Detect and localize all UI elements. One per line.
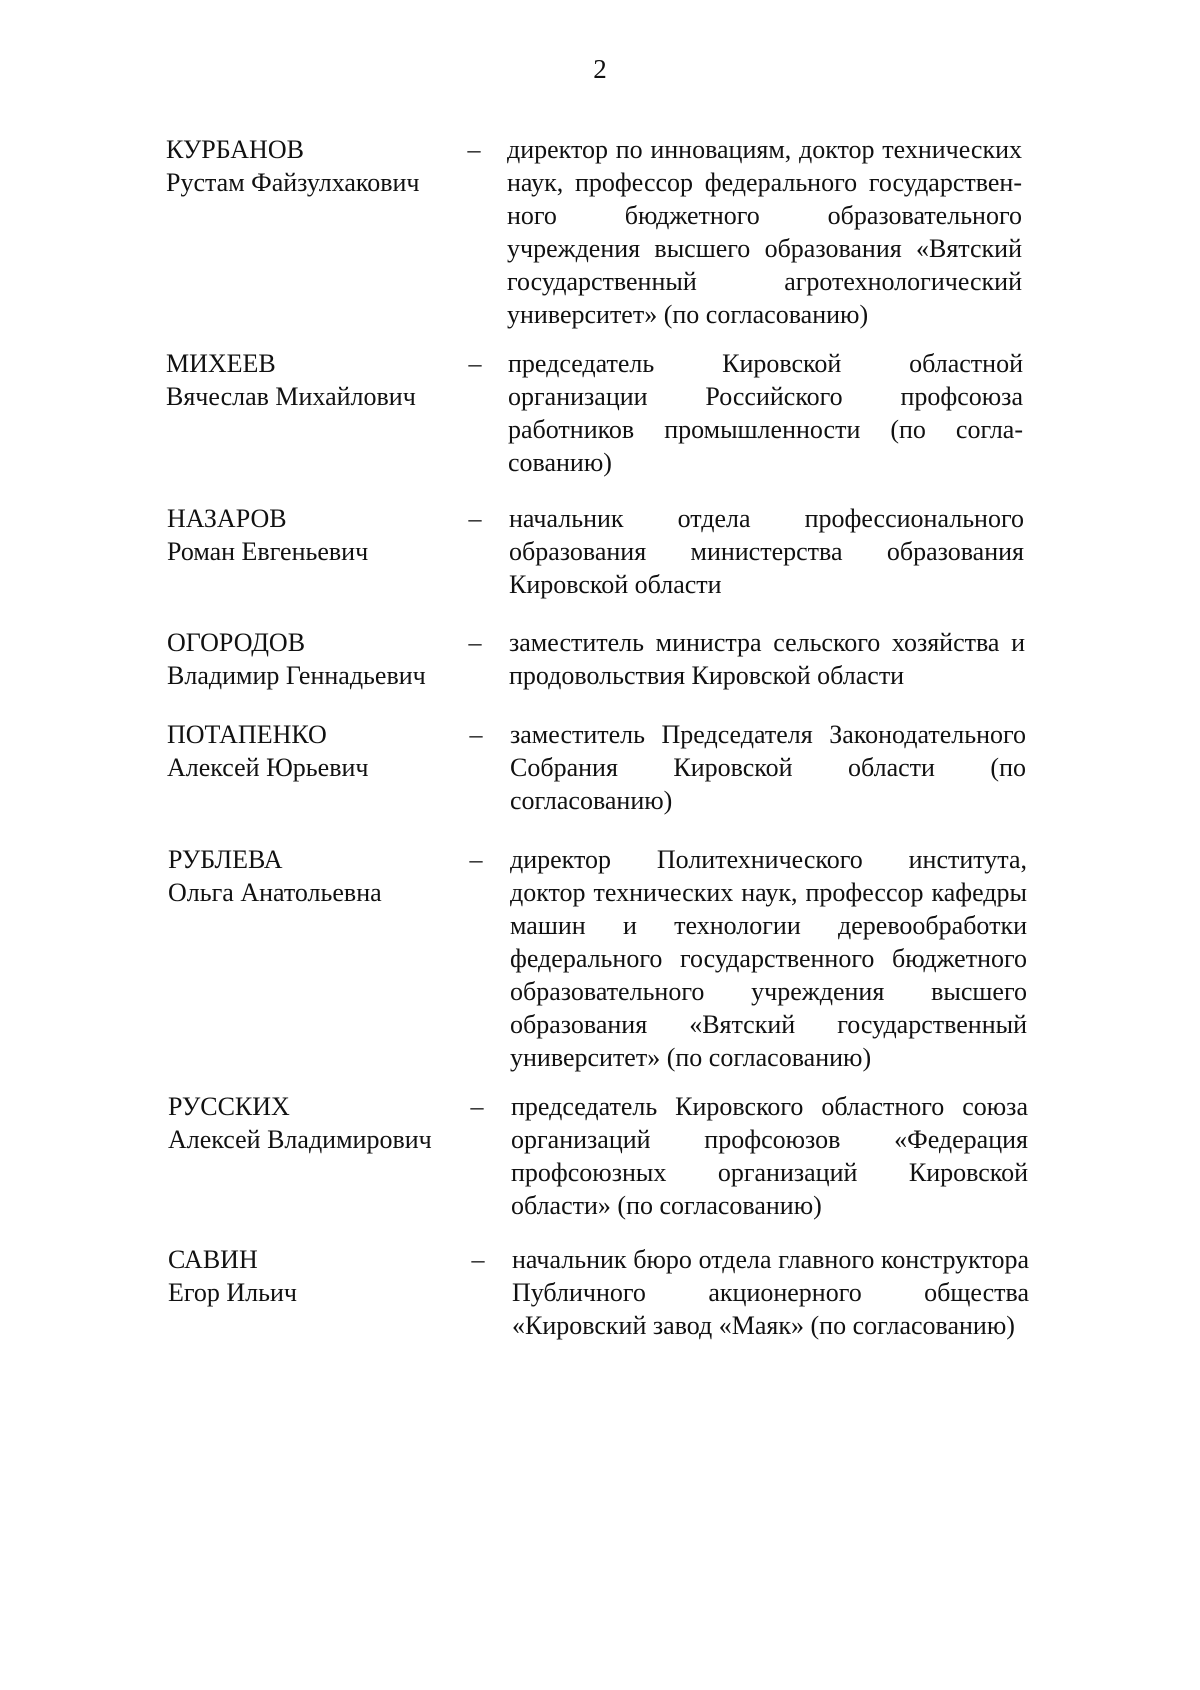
member-name — [168, 1090, 488, 1156]
member-position: председатель Кировского областного союза организаций профсоюзов «Федерация профсоюзных организаций Кировской области» (по согласованию) — [511, 1092, 1028, 1220]
member-surname: РУБЛЕВА — [168, 845, 283, 874]
dash-separator: – — [467, 135, 481, 164]
member-surname: РУССКИХ — [168, 1092, 290, 1121]
dash-separator: – — [468, 628, 482, 657]
dash-separator: – — [468, 349, 482, 378]
member-given-names: Ольга Анатольевна — [168, 878, 382, 907]
member-surname: КУРБАНОВ — [166, 135, 304, 164]
dash-separator: – — [468, 504, 482, 533]
member-name — [167, 626, 487, 692]
member-name — [168, 1243, 488, 1309]
member-name — [166, 133, 486, 199]
member-given-names: Алексей Юрьевич — [167, 753, 369, 782]
dash-separator: – — [470, 1092, 484, 1121]
member-given-names: Егор Ильич — [168, 1278, 297, 1307]
member-name — [166, 347, 486, 413]
member-given-names: Роман Евгеньевич — [167, 537, 369, 566]
member-position: председатель Кировской областной организации Российского профсоюза работников промышленности (по согласованию) — [508, 349, 1023, 477]
member-surname: НАЗАРОВ — [167, 504, 287, 533]
member-given-names: Рустам Файзулхакович — [166, 168, 420, 197]
member-position: директор Политехнического института, доктор технических наук, профессор кафедры машин и технологии деревообработки федерального государственного бюджетного образовательного учреждения высшего образования «Вятский государственный университет» (по согласованию) — [510, 845, 1027, 1072]
member-given-names: Алексей Владимирович — [168, 1125, 432, 1154]
member-surname: ОГОРОДОВ — [167, 628, 306, 657]
dash-separator: – — [471, 1245, 485, 1274]
member-surname: МИХЕЕВ — [166, 349, 276, 378]
member-position: директор по инновациям, доктор технических наук, профессор федерального государственного бюджетного образовательного учреждения высшего образования «Вятский государственный агротехнологический университет» (по согласованию) — [507, 135, 1022, 329]
member-name — [167, 502, 487, 568]
member-position: заместитель министра сельского хозяйства и продовольствия Кировской области — [509, 628, 1025, 690]
member-name — [168, 843, 488, 909]
page-number: 2 — [593, 54, 607, 84]
member-position: начальник отдела профессионального образования министерства образования Кировской области — [509, 504, 1024, 599]
member-name — [167, 718, 487, 784]
dash-separator: – — [469, 720, 483, 749]
member-position: заместитель Председателя Законодательного Собрания Кировской области (по согласованию) — [510, 720, 1026, 815]
member-surname: ПОТАПЕНКО — [167, 720, 327, 749]
dash-separator: – — [469, 845, 483, 874]
member-position: начальник бюро отдела главного конструктора Публичного акционерного общества «Кировский завод «Маяк» (по согласованию) — [512, 1245, 1029, 1340]
member-surname: САВИН — [168, 1245, 258, 1274]
member-given-names: Вячеслав Михайлович — [166, 382, 416, 411]
member-given-names: Владимир Геннадьевич — [167, 661, 426, 690]
